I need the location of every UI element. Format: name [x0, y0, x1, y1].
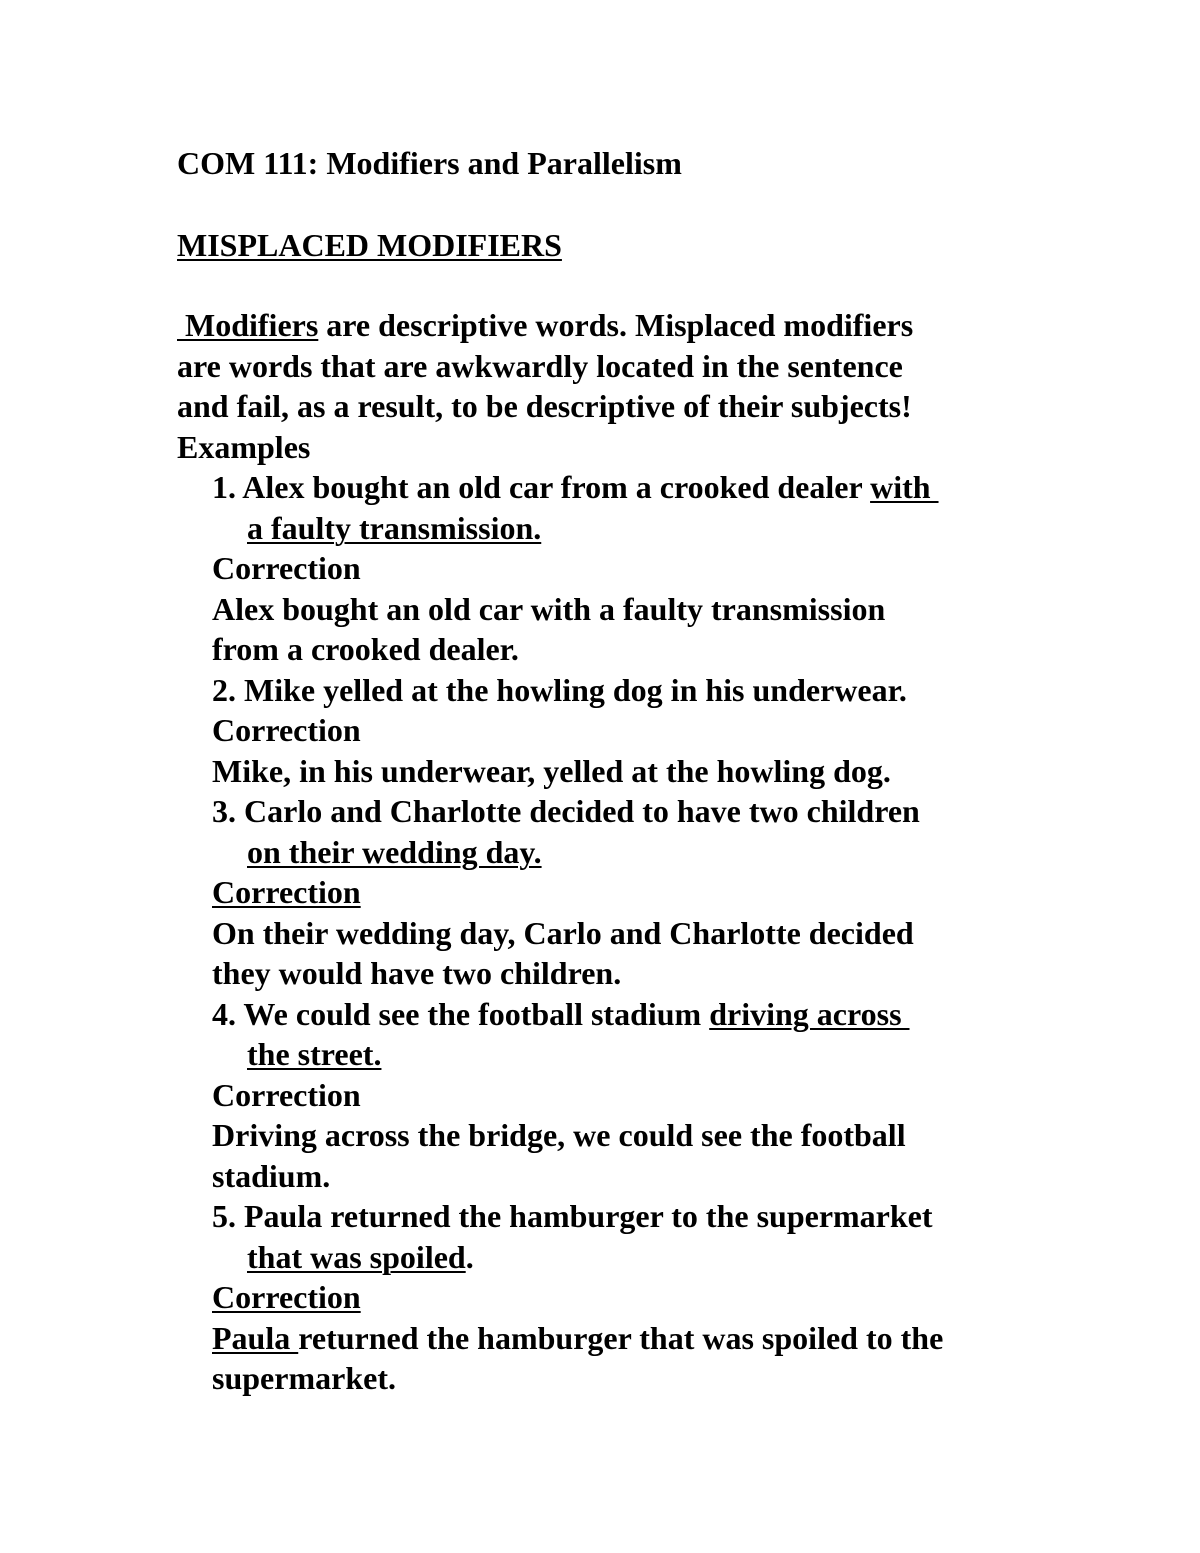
- example-5-sentence-line-2: [247, 1237, 474, 1278]
- example-3-sentence-line-1: [212, 791, 920, 832]
- example-5-correction-line-1: [212, 1318, 943, 1359]
- example-4-modifier-part-1: driving across: [709, 996, 910, 1032]
- example-3-number: 3.: [212, 793, 236, 829]
- example-3-modifier: on their wedding day.: [247, 834, 542, 870]
- example-5-correction-rest: returned the hamburger that was spoiled to the: [298, 1320, 944, 1356]
- intro-line-2: are words that are awkwardly located in the sentence: [177, 348, 903, 384]
- example-1-modifier-part-1: with: [870, 469, 939, 505]
- example-3-correction-label: Correction: [212, 874, 361, 910]
- intro-line-1-rest: are descriptive words. Misplaced modifiers: [318, 307, 914, 343]
- example-5-correction-line-2: supermarket.: [212, 1360, 396, 1396]
- example-5-sentence-plain: Paula returned the hamburger to the supermarket: [244, 1198, 933, 1234]
- example-2-sentence-plain: Mike yelled at the howling dog in his underwear.: [244, 672, 907, 708]
- example-2-number: 2.: [212, 672, 236, 708]
- example-3-sentence-plain: Carlo and Charlotte decided to have two children: [244, 793, 920, 829]
- example-2-correction-line-1: Mike, in his underwear, yelled at the howling dog.: [212, 753, 891, 789]
- examples-label: Examples: [177, 429, 311, 465]
- example-1-correction-line-1: Alex bought an old car with a faulty transmission: [212, 591, 886, 627]
- section-heading: MISPLACED MODIFIERS: [177, 227, 562, 263]
- modifiers-term: Modifiers: [177, 307, 319, 343]
- example-4-sentence-line-1: [212, 994, 910, 1035]
- example-4-sentence-plain: We could see the football stadium: [243, 996, 710, 1032]
- example-2-correction-label: Correction: [212, 712, 361, 748]
- example-4-modifier-part-2: the street.: [247, 1036, 382, 1072]
- example-1-correction-label: Correction: [212, 550, 361, 586]
- example-1-sentence-line-1: [212, 467, 939, 508]
- example-3-correction-line-1: On their wedding day, Carlo and Charlotte decided: [212, 915, 914, 951]
- example-1-number: 1.: [212, 469, 236, 505]
- example-5-modifier: that was spoiled: [247, 1239, 466, 1275]
- example-1-correction-line-2: from a crooked dealer.: [212, 631, 519, 667]
- example-5-correction-label: Correction: [212, 1279, 361, 1315]
- example-1-sentence-plain: Alex bought an old car from a crooked dealer: [242, 469, 871, 505]
- example-4-correction-label: Correction: [212, 1077, 361, 1113]
- example-2-sentence-line-1: [212, 670, 907, 711]
- example-5-number: 5.: [212, 1198, 236, 1234]
- document-title: COM 111: Modifiers and Parallelism: [177, 145, 682, 181]
- example-1-modifier-part-2: a faulty transmission.: [247, 510, 542, 546]
- example-3-correction-line-2: they would have two children.: [212, 955, 622, 991]
- intro-line-1: [177, 305, 913, 346]
- example-5-sentence-line-1: [212, 1196, 933, 1237]
- example-4-number: 4.: [212, 996, 236, 1032]
- example-5-correction-subject: Paula: [212, 1320, 299, 1356]
- example-4-correction-line-2: stadium.: [212, 1158, 331, 1194]
- example-4-correction-line-1: Driving across the bridge, we could see the football: [212, 1117, 906, 1153]
- intro-line-3: and fail, as a result, to be descriptive of their subjects!: [177, 388, 912, 424]
- example-5-period: .: [465, 1239, 474, 1275]
